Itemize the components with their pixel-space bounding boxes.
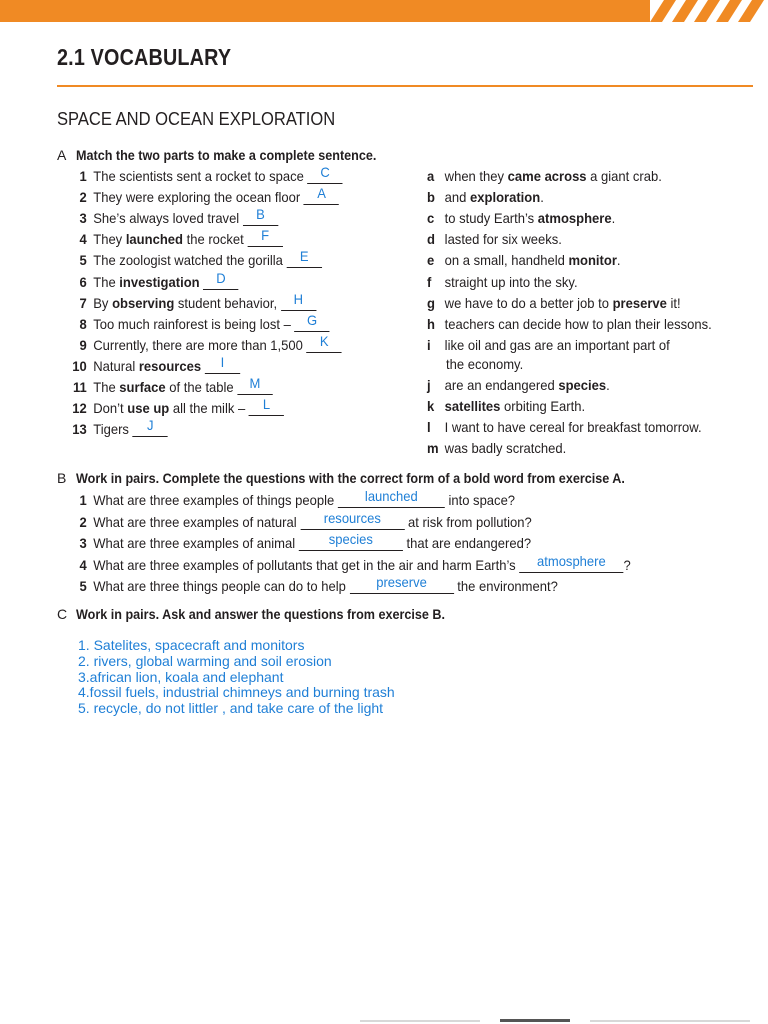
handwritten-answer: G [307,311,318,328]
question-text: What are three examples of things people [93,492,338,508]
answer-blank[interactable] [249,396,284,416]
item-text: I want to have cereal for breakfast tomorrow. [444,419,702,435]
bold-keyword: monitor [568,252,617,269]
question-item [70,574,558,595]
bold-keyword: exploration [470,189,541,206]
answer-blank[interactable] [307,332,342,353]
sentence-start-item [70,290,316,311]
sentence-start-item [70,227,283,248]
sentence-ending-item [427,419,702,435]
handwritten-answer: J [146,417,154,434]
item-number: 7 [79,294,87,311]
item-text: The zoologist watched the gorilla [93,252,287,269]
item-text: like oil and gas are an important part of [444,336,670,353]
item-number: 2 [79,189,87,206]
sentence-ending-item [427,252,621,268]
sentence-ending-item [427,295,681,311]
handwritten-answer: launched [364,488,418,504]
typed-answer-line: 4.fossil fuels, industrial chimneys and burning trash [78,684,395,701]
bold-keyword: use up [127,400,170,417]
sentence-ending-item [427,337,670,353]
item-text: The scientists sent a rocket to space [93,168,308,184]
question-text: that are endangered? [402,535,532,552]
item-text: Too much rainforest is being lost – [93,315,295,332]
sentence-ending-item [427,168,662,184]
item-text: we have to do a better job to [444,294,613,311]
item-text: to study Earth’s [444,210,538,227]
exercise-c-letter: C [57,606,68,622]
bold-keyword: launched [125,231,183,248]
sentence-ending-item [427,189,544,205]
question-text: the environment? [453,578,558,595]
page-subtitle: SPACE AND OCEAN EXPLORATION [57,109,336,129]
answer-blank[interactable] [307,164,342,184]
item-number: 1 [79,492,87,508]
section-title: 2.1 VOCABULARY [57,44,232,70]
answer-blank[interactable] [299,531,403,551]
answer-blank[interactable] [300,509,404,530]
item-number: 12 [72,400,87,417]
item-text: . [616,252,621,269]
item-text: when they [444,168,508,184]
handwritten-answer: D [216,269,226,286]
sentence-start-item [70,396,284,417]
handwritten-answer: species [328,531,373,548]
item-number: 4 [79,231,87,248]
sentence-ending-item [427,398,585,414]
question-text: at risk from pollution? [404,513,532,530]
answer-blank[interactable] [304,185,339,205]
title-divider [57,85,753,87]
item-text: and [444,189,471,206]
answer-blank[interactable] [519,552,623,573]
sentence-start-item [70,164,343,184]
item-number: 13 [72,421,87,438]
exercise-c-instruction: Work in pairs. Ask and answer the questions from exercise B. [76,606,446,622]
sentence-start-item [70,206,278,227]
item-number: 4 [79,556,87,573]
item-text: . [540,189,544,206]
bold-keyword: satellites [444,397,501,414]
sentence-start-item [70,375,273,395]
bold-keyword: observing [112,294,175,311]
bold-keyword: species [558,376,607,393]
item-text: a giant crab. [586,168,662,184]
handwritten-answer: E [299,248,309,265]
item-letter: k [427,397,435,414]
sentence-ending-item [427,440,566,456]
handwritten-answer: resources [323,509,381,526]
answer-blank[interactable] [237,375,272,395]
question-item [70,488,516,508]
item-number: 1 [79,168,87,184]
bold-keyword: surface [119,379,166,395]
item-text: By [93,294,113,311]
bold-keyword: atmosphere [537,210,612,227]
item-letter: j [427,376,431,393]
answer-blank[interactable] [294,311,329,332]
answer-blank[interactable] [243,206,278,226]
item-number: 6 [79,273,87,290]
sentence-start-item [70,311,330,332]
item-text: Don’t [93,400,128,417]
bold-keyword: preserve [612,294,667,311]
typed-answer-line: 1. Satelites, spacecraft and monitors [78,637,305,653]
orange-header-bar [0,0,768,22]
item-text: was badly scratched. [444,440,567,457]
sentence-start-item [70,332,342,353]
item-text: it! [666,294,681,311]
sentence-start-item [70,417,168,438]
item-text: Currently, there are more than 1,500 [93,336,307,353]
item-letter: e [427,252,435,269]
item-text: She’s always loved travel [93,210,243,227]
item-text: The [93,273,120,290]
handwritten-answer: I [220,353,225,370]
handwritten-answer: atmosphere [536,552,606,569]
exercise-b-instruction: Work in pairs. Complete the questions with the correct form of a bold word from exercise A. [76,470,625,486]
handwritten-answer: F [261,227,270,244]
question-text: into space? [444,492,516,508]
item-letter: d [427,231,435,248]
item-letter: a [427,168,435,184]
handwritten-answer: C [320,164,330,180]
item-letter: g [427,294,435,311]
bold-keyword: investigation [119,273,200,290]
sentence-ending-item [427,231,562,247]
item-text: Natural [93,357,139,374]
question-item [70,531,532,552]
handwritten-answer: M [249,375,261,391]
sentence-ending-item [427,210,615,226]
sentence-start-item [70,353,240,374]
typed-answer-line: 3.african lion, koala and elephant [78,668,284,685]
item-text: . [611,210,616,227]
item-number: 2 [79,513,87,530]
item-text: on a small, handheld [444,252,569,269]
item-number: 10 [72,357,87,374]
item-text-continued: the economy. [446,355,524,372]
answer-blank[interactable] [133,417,168,437]
item-text: . [606,376,610,393]
item-text: the rocket [182,231,248,248]
item-text: teachers can decide how to plan their lessons. [444,315,712,332]
sentence-ending-item [427,316,712,332]
question-text: What are three examples of animal [93,535,299,552]
item-letter: c [427,210,435,227]
exercise-a-letter: A [57,147,67,163]
item-text: They [93,231,126,248]
question-text: What are three examples of pollutants that get in the air and harm Earth’s [93,556,520,573]
answer-blank[interactable] [281,290,316,311]
item-text: all the milk – [169,400,249,417]
handwritten-answer: B [256,206,265,223]
answer-blank[interactable] [205,353,240,374]
sentence-ending-item [427,377,610,393]
item-letter: m [427,440,439,457]
answer-blank[interactable] [349,574,453,594]
question-item [70,552,631,573]
sentence-start-item [70,248,322,269]
item-letter: f [427,273,432,290]
question-text: What are three examples of natural [93,513,301,530]
question-text: ? [623,556,631,573]
answer-blank[interactable] [247,227,282,247]
item-number: 11 [72,379,87,395]
handwritten-answer: preserve [376,574,427,591]
answer-blank[interactable] [338,488,445,508]
item-text: They were exploring the ocean floor [93,189,304,206]
item-text: The [93,379,120,395]
item-text: of the table [165,379,238,395]
item-number: 3 [79,535,87,552]
sentence-start-item [70,185,339,206]
item-text: are an endangered [444,376,559,393]
item-text: straight up into the sky. [444,273,578,290]
handwritten-answer: L [262,396,271,413]
exercise-a-instruction: Match the two parts to make a complete sentence. [76,147,377,163]
page-footer [360,1018,760,1024]
sentence-start-item [70,269,239,290]
handwritten-answer: H [293,290,304,307]
bold-keyword: resources [138,357,202,374]
item-letter: l [427,419,431,435]
item-text: Tigers [93,421,133,438]
item-letter: i [427,336,431,353]
question-text: What are three things people can do to help [93,578,350,595]
typed-answer-line: 2. rivers, global warming and soil erosion [78,652,332,669]
item-text: orbiting Earth. [500,397,586,414]
question-item [70,509,532,530]
bold-keyword: came across [507,168,587,184]
item-number: 3 [79,210,87,227]
exercise-b-letter: B [57,470,67,486]
item-text: student behavior, [174,294,281,311]
handwritten-answer: A [317,185,326,202]
item-text: lasted for six weeks. [444,231,562,248]
item-number: 8 [79,315,87,332]
item-number: 5 [79,252,87,269]
item-letter: h [427,315,435,332]
item-number: 9 [79,336,87,353]
answer-blank[interactable] [203,269,238,290]
typed-answer-line: 5. recycle, do not littler , and take care of the light [78,700,384,717]
answer-blank[interactable] [287,248,322,268]
item-number: 5 [79,578,87,595]
handwritten-answer: K [319,332,329,349]
item-letter: b [427,189,435,206]
sentence-ending-item [427,274,578,290]
